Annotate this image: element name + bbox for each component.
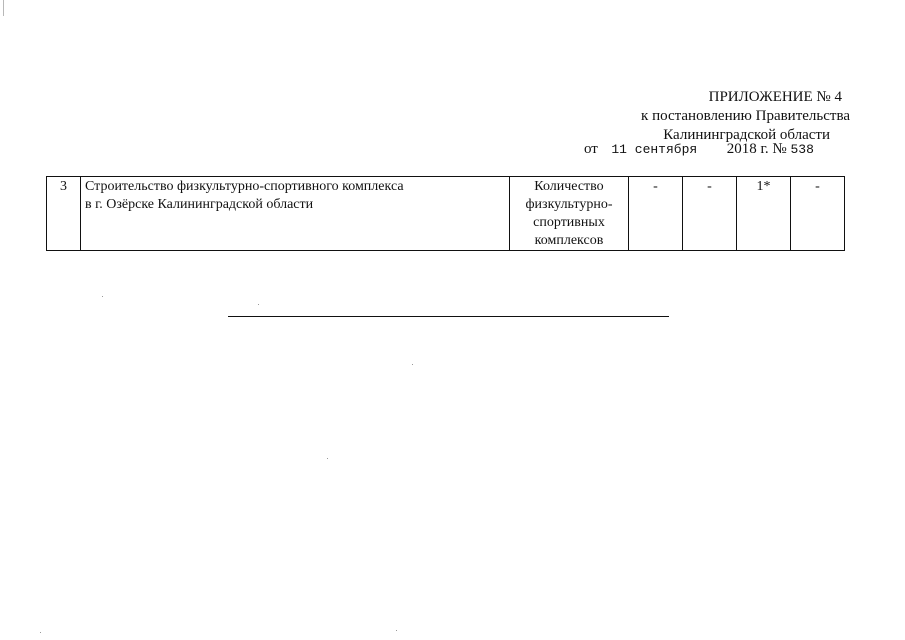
measure-unit-line: физкультурно- xyxy=(525,197,613,212)
scan-edge-mark xyxy=(3,0,4,16)
closing-separator-line xyxy=(228,316,669,317)
date-prefix: от xyxy=(584,141,598,157)
object-name-line: в г. Озёрске Калининградской области xyxy=(85,197,314,212)
table-row xyxy=(47,177,845,251)
measure-unit-line: Количество xyxy=(534,179,604,194)
scan-speck xyxy=(40,632,41,633)
scan-speck xyxy=(327,458,328,459)
document-number: 538 xyxy=(790,142,814,157)
measure-unit-line: комплексов xyxy=(534,233,604,248)
measure-unit-line: спортивных xyxy=(533,215,605,230)
annex-subtitle: к постановлению Правительства xyxy=(641,108,850,124)
annex-region: Калининградской области xyxy=(663,127,830,143)
date-day-month: 11 сентября xyxy=(611,142,698,157)
value-cell: 1* xyxy=(737,177,791,251)
measure-unit-cell xyxy=(510,177,629,251)
scan-speck xyxy=(396,630,397,631)
scan-speck xyxy=(102,296,103,297)
resolution-date-line xyxy=(584,141,814,158)
row-number-cell: 3 xyxy=(47,177,81,251)
date-year: 2018 г. № xyxy=(726,141,787,157)
value-cell: - xyxy=(791,177,845,251)
program-table xyxy=(46,176,845,251)
value-cell: - xyxy=(683,177,737,251)
object-name-cell xyxy=(81,177,510,251)
scan-speck xyxy=(412,364,413,365)
scan-speck xyxy=(258,304,259,305)
annex-header xyxy=(641,88,850,145)
annex-title: ПРИЛОЖЕНИЕ № 4 xyxy=(708,89,842,105)
object-name-line: Строительство физкультурно-спортивного комплекса xyxy=(85,179,404,194)
value-cell: - xyxy=(629,177,683,251)
